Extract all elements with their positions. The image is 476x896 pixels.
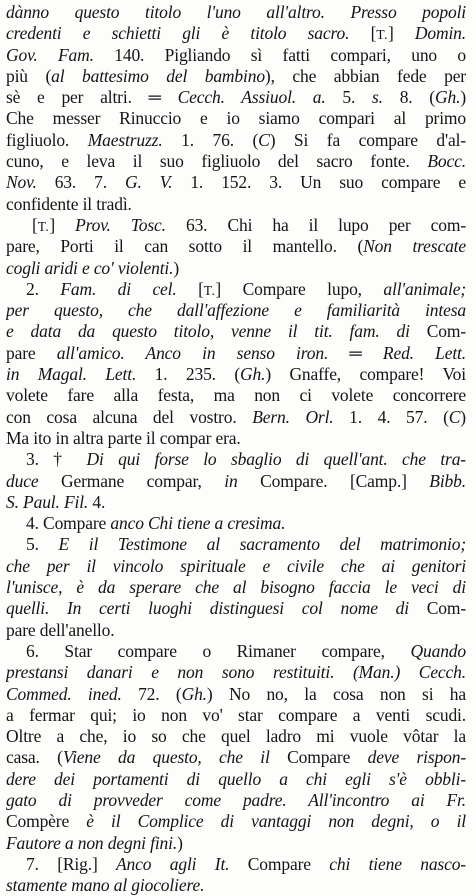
- text-run: 140. Pigliando sì fatti compari, uno o: [114, 44, 466, 65]
- text-run: ]: [387, 23, 415, 44]
- text-run: figliuolo.: [6, 129, 88, 150]
- italic-run: G. V.: [125, 172, 191, 193]
- text-run: ]: [49, 214, 76, 235]
- italic-run: Fam. di cel.: [60, 278, 199, 299]
- text-run: 4.: [92, 491, 106, 512]
- italic-run: per questo, che dall'affezione e familiarità intesa: [6, 300, 466, 321]
- text-run: ): [460, 87, 466, 108]
- text-line: [6, 87, 466, 108]
- text-line: [6, 811, 466, 832]
- text-run: ) Si fa compare d'al-: [269, 129, 466, 150]
- text-run: pare dell'anello.: [6, 619, 115, 640]
- text-run: ): [173, 257, 180, 278]
- text-line: [6, 300, 466, 321]
- text-line: [6, 577, 466, 598]
- text-run: sè e per altri. ═: [6, 87, 178, 108]
- text-line: [6, 726, 466, 747]
- text-run: Germane compar,: [60, 470, 225, 491]
- italic-run: Viene da questo, che il: [62, 747, 288, 768]
- text-run: pare: [6, 342, 57, 363]
- italic-run: stamente mano al giocoliere.: [6, 875, 205, 896]
- text-run: casa. (: [6, 747, 63, 768]
- text-run: Com-: [426, 321, 466, 342]
- text-run: 1. 4. 57. (: [349, 406, 449, 427]
- text-line: [6, 492, 466, 513]
- text-line: [6, 833, 466, 854]
- text-line: [6, 130, 466, 151]
- text-run: 1. 76. (: [181, 129, 259, 150]
- italic-run: Gov. Fam.: [6, 44, 115, 65]
- italic-run: dànno questo titolo l'uno all'altro. Presso popoli: [6, 2, 466, 22]
- italic-run: duce: [6, 470, 61, 491]
- italic-run: deve rispon-: [367, 747, 466, 768]
- italic-run: e data da questo titolo, venne il tit. fam. di: [6, 321, 427, 342]
- text-line: [6, 790, 466, 811]
- italic-run: in: [224, 470, 261, 491]
- text-line: [6, 151, 466, 172]
- text-run: Compare: [287, 747, 368, 768]
- text-line: [6, 769, 466, 790]
- text-line: [6, 534, 466, 555]
- text-run: Ma ito in altra parte il compar era.: [6, 427, 241, 448]
- text-run: confidente il tradì.: [6, 193, 132, 214]
- italic-run: in Magal. Lett.: [6, 364, 155, 385]
- text-run: con cosa alcuna del vostro.: [6, 406, 253, 427]
- text-run: [: [370, 23, 377, 44]
- italic-run: cogli aridi e co' violenti.: [6, 257, 174, 278]
- text-run: [: [32, 214, 38, 235]
- italic-run: credenti e schietti gli è titolo sacro.: [6, 23, 371, 44]
- text-run: 7. [Rig.]: [26, 853, 117, 874]
- text-run: ): [460, 406, 466, 427]
- text-line: [6, 385, 466, 406]
- italic-run: Prov. Tosc.: [75, 214, 186, 235]
- italic-run: Nov.: [6, 172, 55, 193]
- italic-run: Domin.: [414, 23, 466, 44]
- text-run: ), che abbian fede per: [264, 65, 466, 86]
- italic-run: gato di provveder come padre. All'incontro ai Fr.: [6, 789, 466, 810]
- text-line: [6, 875, 466, 896]
- italic-run: al battesimo del bambino: [51, 65, 265, 86]
- text-run: 72. (: [138, 683, 182, 704]
- text-line: [6, 364, 466, 385]
- small-caps-run: T.: [37, 218, 50, 234]
- text-run: Oltre a che, io so che quel ladro mi vuole vôtar la: [6, 726, 466, 747]
- text-line: [6, 684, 466, 705]
- text-line: [6, 407, 466, 428]
- small-caps-run: T.: [376, 27, 388, 43]
- italic-run: all'amico. Anco in senso iron. ═ Red. Lett.: [56, 342, 466, 363]
- text-line: [6, 66, 466, 87]
- text-line: [6, 258, 466, 279]
- text-line: [6, 598, 466, 619]
- text-run: 3. †: [26, 449, 87, 470]
- text-line: [6, 641, 466, 662]
- text-run: ] Compare lupo,: [215, 278, 384, 299]
- italic-run: Gh.: [240, 364, 266, 385]
- text-line: [6, 321, 466, 342]
- text-run: Com-: [426, 598, 466, 619]
- text-run: più (: [6, 65, 52, 86]
- text-line: [6, 471, 466, 492]
- italic-run: Gh.: [434, 87, 461, 108]
- text-line: [6, 279, 466, 300]
- text-run: ): [177, 832, 183, 853]
- text-line: [6, 513, 466, 534]
- small-caps-run: T.: [203, 282, 216, 298]
- text-run: ) Gnaffe, compare! Voi: [265, 364, 466, 385]
- italic-run: anco Chi tiene a cresima.: [110, 513, 286, 534]
- italic-run: Di qui forse lo sbaglio di quell'ant. che tra-: [86, 449, 466, 470]
- text-run: 1. 235. (: [154, 364, 241, 385]
- text-run: cuno, e leva il suo figliuolo del sacro fonte.: [6, 151, 428, 172]
- text-line: [6, 620, 466, 641]
- text-run: 6. Star compare o Rimaner compare,: [26, 640, 411, 661]
- text-run: 5.: [26, 534, 59, 555]
- italic-run: C: [258, 129, 270, 150]
- italic-run: C: [448, 406, 461, 427]
- text-line: [6, 194, 466, 215]
- text-run: 8. (: [399, 87, 435, 108]
- text-run: ) No no, la cosa non si ha: [206, 683, 466, 704]
- italic-run: Bibb.: [429, 470, 466, 491]
- italic-run: s.: [372, 87, 400, 108]
- text-run: Compare: [247, 853, 330, 874]
- text-line: [6, 45, 466, 66]
- text-run: Compère: [6, 811, 87, 832]
- text-line: [6, 662, 466, 683]
- italic-run: Anco agli It.: [116, 853, 248, 874]
- text-run: pare, Porti il can sotto il mantello. (: [6, 236, 364, 257]
- italic-run: Commed. ined.: [6, 683, 139, 704]
- text-line: [6, 556, 466, 577]
- italic-run: Fautore a non degni fini.: [6, 832, 178, 853]
- text-line: [6, 705, 466, 726]
- italic-run: E il Testimone al sacramento del matrimonio;: [58, 534, 466, 555]
- italic-run: Gh.: [181, 683, 207, 704]
- text-run: 5.: [342, 87, 373, 108]
- italic-run: dere dei portamenti di quello a chi egli s'è obbli-: [6, 768, 466, 789]
- italic-run: è il Complice di vantaggi non degni, o il: [86, 811, 466, 832]
- text-line: [6, 428, 466, 449]
- text-run: Compare. [Camp.]: [260, 470, 430, 491]
- text-line: [6, 747, 466, 768]
- text-run: 63. Chi ha il lupo per com-: [185, 214, 466, 235]
- text-run: 4. Compare: [26, 513, 111, 534]
- italic-run: chi tiene nasco-: [329, 853, 466, 874]
- italic-run: l'unisce, è da sperare che al bisogno faccia le veci di: [6, 577, 466, 598]
- italic-run: Non trescate: [363, 236, 466, 257]
- italic-run: Cecch.: [418, 662, 466, 683]
- italic-run: Maestruzz.: [87, 129, 182, 150]
- text-run: a fermar qui; io non vo' star compare a venti scudi.: [6, 704, 466, 725]
- text-run: 2.: [26, 278, 61, 299]
- text-line: [6, 172, 466, 193]
- italic-run: Quando: [410, 640, 466, 661]
- text-line: [6, 343, 466, 364]
- italic-run: Cecch. Assiuol. a.: [177, 87, 343, 108]
- text-line: [6, 449, 466, 470]
- text-run: 1. 152. 3. Un suo compare e: [190, 172, 466, 193]
- text-line: [6, 215, 466, 236]
- text-run: 63. 7.: [54, 172, 126, 193]
- text-line: [6, 236, 466, 257]
- italic-run: che per il vincolo spirituale e civile che ai genitori: [6, 555, 466, 576]
- italic-run: Bocc.: [427, 151, 466, 172]
- italic-run: S. Paul. Fil.: [6, 491, 93, 512]
- italic-run: prestansi danari e non sono restituiti. (Man.): [6, 662, 419, 683]
- italic-run: all'animale;: [383, 278, 466, 299]
- text-line: [6, 23, 466, 44]
- italic-run: Bern. Orl.: [252, 406, 350, 427]
- text-run: Che messer Rinuccio e io siamo compari al primo: [6, 108, 466, 129]
- text-line: [6, 108, 466, 129]
- text-line: [6, 2, 466, 23]
- text-run: [: [198, 278, 204, 299]
- dictionary-entry-compare: [6, 2, 466, 896]
- text-run: volete fare alla festa, ma non ci volete concorrere: [6, 385, 466, 406]
- text-line: [6, 854, 466, 875]
- italic-run: quelli. In certi luoghi distinguesi col nome di: [6, 598, 427, 619]
